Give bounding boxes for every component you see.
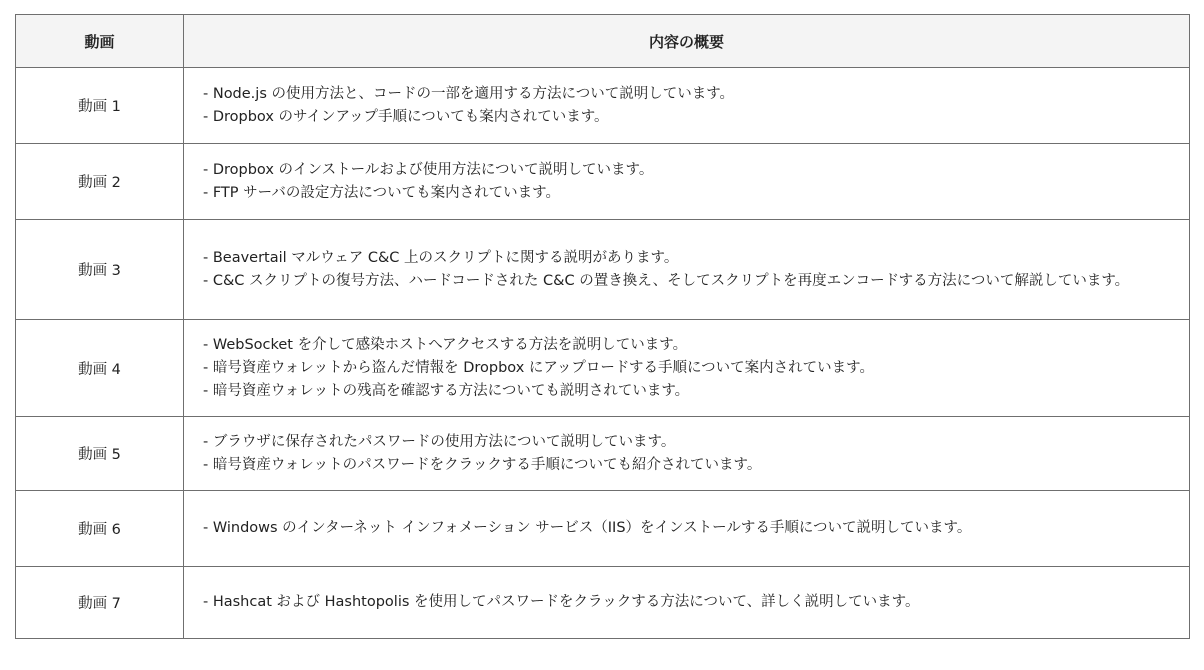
summary-line: - 暗号資産ウォレットのパスワードをクラックする手順についても紹介されています。 (203, 456, 762, 473)
summary-line: - Dropbox のインストールおよび使用方法について説明しています。 (203, 161, 654, 178)
summary-line: - Dropbox のサインアップ手順についても案内されています。 (203, 108, 609, 125)
table-row (16, 68, 1190, 144)
table-row (16, 220, 1190, 320)
video-label: 動画 2 (16, 144, 184, 220)
video-label: 動画 5 (16, 417, 184, 491)
table-row (16, 144, 1190, 220)
video-label: 動画 6 (16, 491, 184, 567)
video-label: 動画 4 (16, 320, 184, 417)
header-summary: 内容の概要 (184, 15, 1190, 68)
summary-cell (184, 491, 1190, 567)
summary-cell (184, 320, 1190, 417)
summary-cell (184, 417, 1190, 491)
summary-line: - Node.js の使用方法と、コードの一部を適用する方法について説明しています。 (203, 85, 735, 102)
summary-line: - FTP サーバの設定方法についても案内されています。 (203, 184, 560, 201)
video-label: 動画 1 (16, 68, 184, 144)
summary-line: - 暗号資産ウォレットの残高を確認する方法についても説明されています。 (203, 382, 690, 399)
summary-cell (184, 567, 1190, 639)
summary-cell (184, 68, 1190, 144)
summary-cell (184, 220, 1190, 320)
summary-line: - Hashcat および Hashtopolis を使用してパスワードをクラックする方法について、詳しく説明しています。 (203, 594, 920, 610)
video-label: 動画 7 (16, 567, 184, 639)
header-video: 動画 (16, 15, 184, 68)
video-label: 動画 3 (16, 220, 184, 320)
video-summary-table-container (15, 14, 1189, 639)
summary-line: - Windows のインターネット インフォメーション サービス（IIS）をインストールする手順について説明しています。 (203, 520, 972, 536)
video-summary-table (15, 14, 1190, 639)
summary-line: - C&C スクリプトの復号方法、ハードコードされた C&C の置き換え、そしてスクリプトを再度エンコードする方法について解説しています。 (203, 272, 1130, 289)
table-row (16, 567, 1190, 639)
table-header-row (16, 15, 1190, 68)
summary-cell (184, 144, 1190, 220)
summary-line: - ブラウザに保存されたパスワードの使用方法について説明しています。 (203, 433, 676, 450)
summary-line: - Beavertail マルウェア C&C 上のスクリプトに関する説明があります。 (203, 249, 679, 266)
summary-line: - WebSocket を介して感染ホストへアクセスする方法を説明しています。 (203, 336, 688, 353)
table-row (16, 491, 1190, 567)
table-row (16, 320, 1190, 417)
table-row (16, 417, 1190, 491)
summary-line: - 暗号資産ウォレットから盗んだ情報を Dropbox にアップロードする手順について案内されています。 (203, 359, 875, 376)
